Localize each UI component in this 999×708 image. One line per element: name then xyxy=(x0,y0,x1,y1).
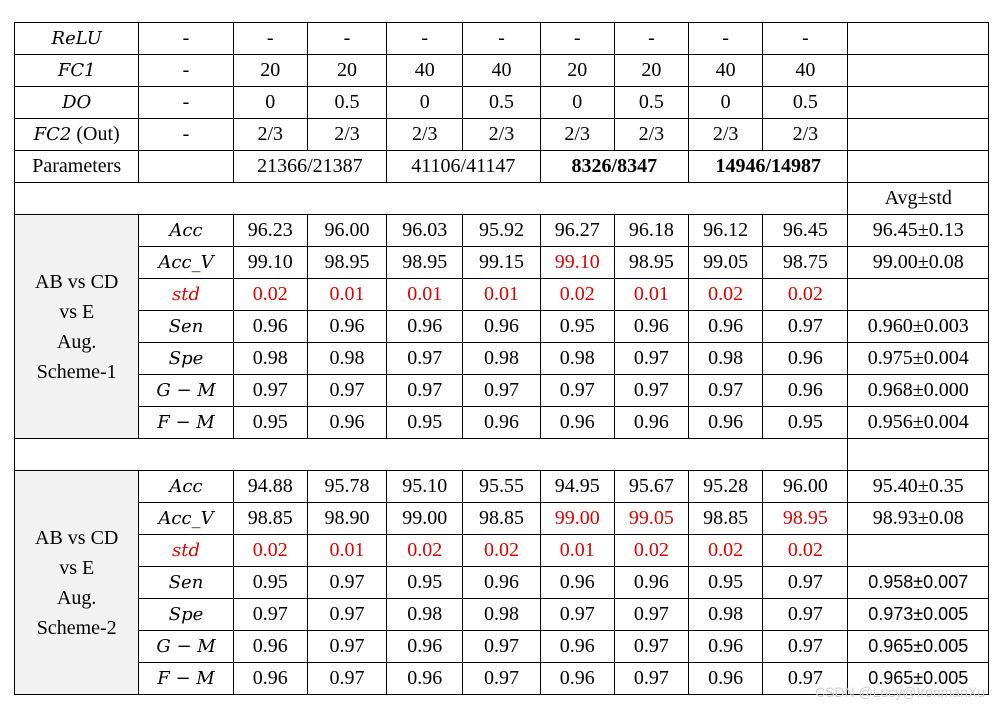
parameters-cell: 14946/14987 xyxy=(689,151,848,183)
stat-cell: 0.960±0.003 xyxy=(848,311,989,343)
value-cell: 0.97 xyxy=(614,343,688,375)
cell: 2/3 xyxy=(387,119,463,151)
value-cell: 0.97 xyxy=(763,663,848,695)
stat-cell: 0.965±0.005 xyxy=(848,663,989,695)
value-cell: 98.75 xyxy=(763,247,848,279)
stat-cell: 0.958±0.007 xyxy=(848,567,989,599)
value-cell: 96.23 xyxy=(233,215,307,247)
stat-cell: 0.956±0.004 xyxy=(848,407,989,439)
stat-cell: 0.975±0.004 xyxy=(848,343,989,375)
cell: - xyxy=(139,87,233,119)
table-row xyxy=(15,471,989,503)
group-label xyxy=(15,215,139,439)
group-scheme-1 xyxy=(15,215,989,439)
value-cell: 0.02 xyxy=(463,535,540,567)
stat-cell: 99.00±0.08 xyxy=(848,247,989,279)
cell: - xyxy=(233,23,307,55)
metric-label: F − M xyxy=(139,407,233,439)
value-cell: 0.98 xyxy=(540,343,614,375)
value-cell: 0.96 xyxy=(387,631,463,663)
value-cell: 99.05 xyxy=(614,503,688,535)
value-cell: 0.96 xyxy=(387,311,463,343)
value-cell: 0.96 xyxy=(387,663,463,695)
value-cell: 0.02 xyxy=(689,535,763,567)
value-cell: 98.95 xyxy=(307,247,386,279)
value-cell: 0.01 xyxy=(463,279,540,311)
value-cell: 95.28 xyxy=(689,471,763,503)
watermark: CSDN @Lucy@IronmanXu xyxy=(814,684,985,700)
header-row-relu xyxy=(15,23,989,55)
value-cell: 98.85 xyxy=(463,503,540,535)
value-cell: 0.97 xyxy=(387,343,463,375)
table-row xyxy=(15,311,989,343)
cell: - xyxy=(614,23,688,55)
cell: 0.5 xyxy=(463,87,540,119)
value-cell: 95.10 xyxy=(387,471,463,503)
cell: 40 xyxy=(763,55,848,87)
value-cell: 0.97 xyxy=(233,375,307,407)
value-cell: 0.96 xyxy=(233,311,307,343)
value-cell: 98.95 xyxy=(387,247,463,279)
value-cell: 0.97 xyxy=(307,567,386,599)
stat-cell: 0.965±0.005 xyxy=(848,631,989,663)
cell: 0.5 xyxy=(763,87,848,119)
cell: - xyxy=(540,23,614,55)
value-cell: 98.95 xyxy=(614,247,688,279)
cell: 20 xyxy=(307,55,386,87)
cell: 40 xyxy=(387,55,463,87)
cell: 40 xyxy=(463,55,540,87)
value-cell: 0.97 xyxy=(540,375,614,407)
results-table xyxy=(14,22,989,695)
value-cell: 0.96 xyxy=(614,407,688,439)
cell: 2/3 xyxy=(233,119,307,151)
empty-cell xyxy=(848,151,989,183)
value-cell: 0.96 xyxy=(540,407,614,439)
value-cell: 0.97 xyxy=(307,375,386,407)
spacer-cell xyxy=(15,183,848,215)
table-row xyxy=(15,567,989,599)
value-cell: 0.98 xyxy=(463,599,540,631)
value-cell: 98.95 xyxy=(763,503,848,535)
group-label-line: vs E xyxy=(59,300,95,323)
group-label-line: AB vs CD xyxy=(35,270,119,293)
value-cell: 0.96 xyxy=(689,631,763,663)
value-cell: 0.01 xyxy=(540,535,614,567)
parameters-label: Parameters xyxy=(15,151,139,183)
value-cell: 95.67 xyxy=(614,471,688,503)
stat-cell: 95.40±0.35 xyxy=(848,471,989,503)
value-cell: 0.95 xyxy=(387,567,463,599)
value-cell: 96.12 xyxy=(689,215,763,247)
cell: - xyxy=(139,119,233,151)
spacer-cell xyxy=(15,439,848,471)
value-cell: 0.95 xyxy=(387,407,463,439)
metric-label: Acc xyxy=(139,471,233,503)
value-cell: 0.97 xyxy=(463,631,540,663)
cell: - xyxy=(139,55,233,87)
value-cell: 0.97 xyxy=(763,567,848,599)
cell: - xyxy=(689,23,763,55)
value-cell: 0.98 xyxy=(689,343,763,375)
value-cell: 95.92 xyxy=(463,215,540,247)
value-cell: 0.98 xyxy=(689,599,763,631)
empty-cell xyxy=(848,439,989,471)
value-cell: 0.96 xyxy=(763,343,848,375)
value-cell: 0.96 xyxy=(463,567,540,599)
header-row-fc2 xyxy=(15,119,989,151)
group-label-line: AB vs CD xyxy=(35,526,119,549)
value-cell: 96.03 xyxy=(387,215,463,247)
stat-cell: 96.45±0.13 xyxy=(848,215,989,247)
value-cell: 0.97 xyxy=(307,663,386,695)
separator-row xyxy=(15,439,989,471)
value-cell: 0.98 xyxy=(307,343,386,375)
row-label: FC2 (Out) xyxy=(15,119,139,151)
value-cell: 99.10 xyxy=(540,247,614,279)
table-row xyxy=(15,631,989,663)
value-cell: 0.02 xyxy=(689,279,763,311)
value-cell: 0.97 xyxy=(233,599,307,631)
cell: 2/3 xyxy=(614,119,688,151)
cell: 0 xyxy=(233,87,307,119)
cell: - xyxy=(463,23,540,55)
value-cell: 94.95 xyxy=(540,471,614,503)
value-cell: 99.10 xyxy=(233,247,307,279)
parameters-row xyxy=(15,151,989,183)
table-row xyxy=(15,215,989,247)
value-cell: 96.00 xyxy=(307,215,386,247)
table-row xyxy=(15,279,989,311)
cell: 2/3 xyxy=(763,119,848,151)
group-label-line: Scheme-1 xyxy=(36,360,117,383)
value-cell: 0.95 xyxy=(689,567,763,599)
empty-cell xyxy=(848,55,989,87)
value-cell: 0.02 xyxy=(233,279,307,311)
value-cell: 0.97 xyxy=(387,375,463,407)
value-cell: 0.96 xyxy=(463,407,540,439)
stat-header: Avg±std xyxy=(848,183,989,215)
table-row xyxy=(15,407,989,439)
cell: 2/3 xyxy=(463,119,540,151)
row-label: DO xyxy=(15,87,139,119)
group-scheme-2 xyxy=(15,471,989,695)
value-cell: 0.96 xyxy=(614,567,688,599)
value-cell: 98.90 xyxy=(307,503,386,535)
value-cell: 98.85 xyxy=(233,503,307,535)
cell: 40 xyxy=(689,55,763,87)
table-row xyxy=(15,503,989,535)
metric-label: std xyxy=(139,279,233,311)
table-row xyxy=(15,599,989,631)
value-cell: 95.78 xyxy=(307,471,386,503)
value-cell: 0.96 xyxy=(233,631,307,663)
value-cell: 99.15 xyxy=(463,247,540,279)
value-cell: 99.00 xyxy=(540,503,614,535)
cell: - xyxy=(387,23,463,55)
cell: 2/3 xyxy=(689,119,763,151)
value-cell: 0.02 xyxy=(763,279,848,311)
value-cell: 0.95 xyxy=(540,311,614,343)
value-cell: 0.96 xyxy=(689,663,763,695)
parameters-cell: 41106/41147 xyxy=(387,151,540,183)
cell: 20 xyxy=(233,55,307,87)
metric-label: Sen xyxy=(139,311,233,343)
metric-label: G − M xyxy=(139,375,233,407)
value-cell: 0.95 xyxy=(233,407,307,439)
header-row-fc1 xyxy=(15,55,989,87)
group-label-line: Aug. xyxy=(56,330,97,353)
value-cell: 0.96 xyxy=(689,407,763,439)
group-label-line: Scheme-2 xyxy=(36,616,117,639)
value-cell: 0.96 xyxy=(614,311,688,343)
value-cell: 96.00 xyxy=(763,471,848,503)
cell: 20 xyxy=(614,55,688,87)
value-cell: 0.98 xyxy=(387,599,463,631)
group-label xyxy=(15,471,139,695)
stat-cell: 98.93±0.08 xyxy=(848,503,989,535)
cell: 0 xyxy=(540,87,614,119)
value-cell: 0.96 xyxy=(233,663,307,695)
value-cell: 96.18 xyxy=(614,215,688,247)
group-label-line: vs E xyxy=(59,556,95,579)
table-row xyxy=(15,343,989,375)
table-row xyxy=(15,375,989,407)
row-label: ReLU xyxy=(15,23,139,55)
cell: - xyxy=(763,23,848,55)
value-cell: 0.02 xyxy=(387,535,463,567)
value-cell: 0.97 xyxy=(763,631,848,663)
value-cell: 0.97 xyxy=(689,375,763,407)
value-cell: 98.85 xyxy=(689,503,763,535)
cell: 0 xyxy=(387,87,463,119)
value-cell: 96.27 xyxy=(540,215,614,247)
value-cell: 0.97 xyxy=(540,599,614,631)
value-cell: 96.45 xyxy=(763,215,848,247)
cell: 2/3 xyxy=(307,119,386,151)
cell: 2/3 xyxy=(540,119,614,151)
parameters-cell: 8326/8347 xyxy=(540,151,688,183)
value-cell: 0.97 xyxy=(463,663,540,695)
row-label: FC1 xyxy=(15,55,139,87)
stat-cell: 0.973±0.005 xyxy=(848,599,989,631)
table-row xyxy=(15,247,989,279)
cell: - xyxy=(139,23,233,55)
stat-cell xyxy=(848,535,989,567)
value-cell: 0.97 xyxy=(614,631,688,663)
value-cell: 0.97 xyxy=(307,631,386,663)
empty-cell xyxy=(848,87,989,119)
value-cell: 0.96 xyxy=(689,311,763,343)
value-cell: 0.97 xyxy=(763,311,848,343)
stat-header-row xyxy=(15,183,989,215)
value-cell: 99.00 xyxy=(387,503,463,535)
value-cell: 94.88 xyxy=(233,471,307,503)
value-cell: 0.01 xyxy=(307,535,386,567)
metric-label: Acc xyxy=(139,215,233,247)
cell: - xyxy=(307,23,386,55)
metric-label: Acc_V xyxy=(139,503,233,535)
value-cell: 0.95 xyxy=(233,567,307,599)
value-cell: 0.97 xyxy=(763,599,848,631)
metric-label: Spe xyxy=(139,599,233,631)
value-cell: 0.97 xyxy=(614,599,688,631)
header-row-do xyxy=(15,87,989,119)
stat-cell xyxy=(848,279,989,311)
value-cell: 0.02 xyxy=(614,535,688,567)
empty-cell xyxy=(139,151,233,183)
empty-cell xyxy=(848,119,989,151)
metric-label: Spe xyxy=(139,343,233,375)
value-cell: 0.97 xyxy=(614,663,688,695)
value-cell: 0.01 xyxy=(387,279,463,311)
value-cell: 0.02 xyxy=(540,279,614,311)
metric-label: G − M xyxy=(139,631,233,663)
value-cell: 0.96 xyxy=(540,567,614,599)
cell: 0.5 xyxy=(614,87,688,119)
value-cell: 95.55 xyxy=(463,471,540,503)
value-cell: 0.96 xyxy=(307,311,386,343)
metric-label: Sen xyxy=(139,567,233,599)
value-cell: 0.96 xyxy=(463,311,540,343)
value-cell: 0.02 xyxy=(763,535,848,567)
cell: 0 xyxy=(689,87,763,119)
value-cell: 99.05 xyxy=(689,247,763,279)
value-cell: 0.97 xyxy=(614,375,688,407)
value-cell: 0.96 xyxy=(763,375,848,407)
cell: 0.5 xyxy=(307,87,386,119)
value-cell: 0.98 xyxy=(233,343,307,375)
value-cell: 0.98 xyxy=(463,343,540,375)
value-cell: 0.02 xyxy=(233,535,307,567)
value-cell: 0.97 xyxy=(463,375,540,407)
stat-cell: 0.968±0.000 xyxy=(848,375,989,407)
group-label-line: Aug. xyxy=(56,586,97,609)
value-cell: 0.01 xyxy=(307,279,386,311)
metric-label: std xyxy=(139,535,233,567)
value-cell: 0.95 xyxy=(763,407,848,439)
value-cell: 0.96 xyxy=(540,631,614,663)
metric-label: Acc_V xyxy=(139,247,233,279)
value-cell: 0.96 xyxy=(307,407,386,439)
value-cell: 0.97 xyxy=(307,599,386,631)
parameters-cell: 21366/21387 xyxy=(233,151,386,183)
metric-label: F − M xyxy=(139,663,233,695)
empty-cell xyxy=(848,23,989,55)
table-row xyxy=(15,535,989,567)
cell: 20 xyxy=(540,55,614,87)
value-cell: 0.01 xyxy=(614,279,688,311)
value-cell: 0.96 xyxy=(540,663,614,695)
